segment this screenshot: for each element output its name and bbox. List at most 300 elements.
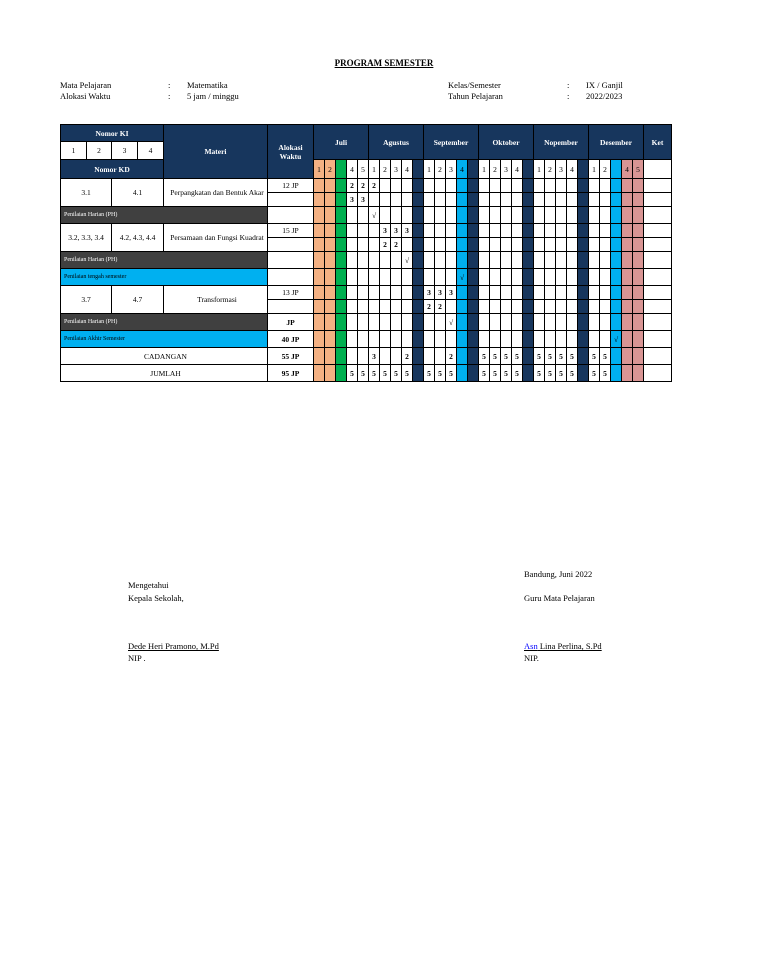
week-cell	[446, 224, 457, 238]
week-cell: 5	[534, 365, 545, 382]
week-cell	[600, 331, 611, 348]
week-cell	[523, 224, 534, 238]
week-cell: √	[369, 207, 380, 224]
row-label: Penilaian Akhir Semester	[61, 331, 268, 348]
week-cell: 2	[391, 238, 402, 252]
week-cell	[556, 331, 567, 348]
week-cell	[468, 300, 479, 314]
week-number: 3	[446, 160, 457, 179]
meta-label-time: Alokasi Waktu	[60, 91, 111, 101]
week-cell	[358, 286, 369, 300]
week-cell	[380, 331, 391, 348]
week-cell	[479, 252, 490, 269]
week-cell	[380, 193, 391, 207]
ket-cell	[644, 224, 672, 238]
week-cell	[336, 331, 347, 348]
week-cell	[457, 252, 468, 269]
week-cell	[622, 286, 633, 300]
week-cell: 5	[556, 348, 567, 365]
week-cell: 2	[402, 348, 413, 365]
week-cell	[413, 252, 424, 269]
ket-cell	[644, 365, 672, 382]
week-cell	[578, 269, 589, 286]
week-cell	[589, 300, 600, 314]
week-cell	[435, 252, 446, 269]
week-cell	[347, 348, 358, 365]
week-cell	[369, 252, 380, 269]
ket-cell	[644, 286, 672, 300]
header-materi: Materi	[164, 125, 268, 179]
header-month: Agustus	[369, 125, 424, 160]
week-cell	[534, 300, 545, 314]
week-number: 3	[501, 160, 512, 179]
week-cell	[545, 314, 556, 331]
week-cell	[325, 314, 336, 331]
meta-value-time: 5 jam / minggu	[187, 91, 239, 101]
week-cell	[336, 269, 347, 286]
week-cell	[314, 179, 325, 193]
week-cell	[314, 314, 325, 331]
week-cell	[336, 252, 347, 269]
week-cell	[545, 269, 556, 286]
week-number: 2	[325, 160, 336, 179]
week-cell	[413, 269, 424, 286]
week-number: 2	[490, 160, 501, 179]
ki-number: 1	[61, 142, 87, 160]
week-cell	[424, 193, 435, 207]
week-cell	[369, 193, 380, 207]
teacher-title: Guru Mata Pelajaran	[524, 593, 595, 603]
ket-cell	[644, 207, 672, 224]
ket-cell	[644, 300, 672, 314]
week-cell	[369, 238, 380, 252]
week-cell	[413, 365, 424, 382]
week-cell	[545, 193, 556, 207]
week-number: 3	[556, 160, 567, 179]
week-cell	[611, 193, 622, 207]
week-cell	[325, 207, 336, 224]
week-cell	[314, 300, 325, 314]
week-cell	[468, 348, 479, 365]
header-nomor-ki: Nomor KI	[61, 125, 164, 142]
week-number: 5	[358, 160, 369, 179]
week-cell	[611, 286, 622, 300]
week-number: 2	[435, 160, 446, 179]
week-cell	[589, 207, 600, 224]
week-number: 1	[424, 160, 435, 179]
week-cell	[314, 286, 325, 300]
kd4-cell: 4.2, 4.3, 4.4	[112, 224, 164, 252]
alokasi-cell: 13 JP	[268, 286, 314, 300]
meta-colon: :	[567, 80, 570, 90]
week-cell	[523, 300, 534, 314]
week-cell	[413, 224, 424, 238]
week-cell: √	[402, 252, 413, 269]
week-cell	[501, 300, 512, 314]
week-cell	[633, 365, 644, 382]
week-cell	[633, 314, 644, 331]
week-cell	[336, 238, 347, 252]
week-cell: 5	[545, 365, 556, 382]
week-cell	[347, 238, 358, 252]
week-cell	[545, 331, 556, 348]
week-cell	[501, 314, 512, 331]
week-cell	[622, 331, 633, 348]
week-cell	[380, 286, 391, 300]
kd3-cell: 3.2, 3.3, 3.4	[61, 224, 112, 252]
week-cell	[556, 252, 567, 269]
alokasi-cell	[268, 252, 314, 269]
week-cell	[633, 300, 644, 314]
week-cell	[457, 207, 468, 224]
week-cell	[589, 331, 600, 348]
week-cell	[380, 207, 391, 224]
week-cell	[600, 224, 611, 238]
week-cell	[446, 269, 457, 286]
week-number: 2	[380, 160, 391, 179]
week-cell	[622, 193, 633, 207]
week-cell: 5	[556, 365, 567, 382]
week-cell	[490, 252, 501, 269]
week-cell	[534, 269, 545, 286]
alokasi-cell	[268, 238, 314, 252]
alokasi-cell: 95 JP	[268, 365, 314, 382]
alokasi-cell	[268, 269, 314, 286]
week-cell	[633, 224, 644, 238]
week-number: 1	[479, 160, 490, 179]
week-cell	[424, 314, 435, 331]
week-cell	[490, 224, 501, 238]
week-cell: 2	[446, 348, 457, 365]
week-cell	[479, 193, 490, 207]
week-cell	[479, 238, 490, 252]
week-cell	[413, 286, 424, 300]
place-date: Bandung, Juni 2022	[524, 569, 593, 579]
week-cell	[611, 269, 622, 286]
week-cell	[523, 269, 534, 286]
week-cell	[622, 238, 633, 252]
week-cell	[534, 207, 545, 224]
week-cell	[336, 300, 347, 314]
ket-cell	[644, 348, 672, 365]
week-cell	[391, 348, 402, 365]
alokasi-cell	[268, 207, 314, 224]
week-cell	[391, 286, 402, 300]
week-cell	[369, 300, 380, 314]
week-cell	[325, 252, 336, 269]
week-cell	[380, 269, 391, 286]
week-cell	[479, 331, 490, 348]
kd3-cell: 3.1	[61, 179, 112, 207]
week-cell	[468, 238, 479, 252]
week-cell: 5	[512, 348, 523, 365]
week-cell	[578, 314, 589, 331]
week-cell	[435, 207, 446, 224]
week-cell	[457, 331, 468, 348]
week-cell	[611, 207, 622, 224]
week-cell	[358, 269, 369, 286]
week-cell	[314, 224, 325, 238]
ket-cell	[644, 238, 672, 252]
week-cell	[556, 224, 567, 238]
meta-value-subject: Matematika	[187, 80, 228, 90]
week-cell: 5	[545, 348, 556, 365]
week-cell	[380, 252, 391, 269]
header-month: Nopember	[534, 125, 589, 160]
week-cell	[435, 331, 446, 348]
week-cell	[490, 314, 501, 331]
header-month: Desember	[589, 125, 644, 160]
kd3-cell: 3.7	[61, 286, 112, 314]
week-cell	[479, 300, 490, 314]
week-cell	[523, 193, 534, 207]
week-cell: 5	[490, 348, 501, 365]
meta-label-class: Kelas/Semester	[448, 80, 501, 90]
week-cell: 5	[402, 365, 413, 382]
week-cell	[567, 238, 578, 252]
week-cell	[325, 331, 336, 348]
week-cell	[424, 238, 435, 252]
week-cell	[567, 179, 578, 193]
week-cell	[358, 331, 369, 348]
week-cell	[468, 252, 479, 269]
week-cell: √	[611, 331, 622, 348]
week-cell	[534, 224, 545, 238]
week-cell	[501, 252, 512, 269]
teacher-nip: NIP.	[524, 653, 539, 663]
alokasi-cell: JP	[268, 314, 314, 331]
week-number: 1	[534, 160, 545, 179]
week-cell	[622, 314, 633, 331]
week-cell	[622, 300, 633, 314]
week-cell	[523, 252, 534, 269]
week-cell	[347, 252, 358, 269]
materi-cell: Transformasi	[164, 286, 268, 314]
week-cell	[501, 207, 512, 224]
week-number: 3	[391, 160, 402, 179]
week-cell	[457, 224, 468, 238]
week-cell	[468, 331, 479, 348]
week-cell: 3	[391, 224, 402, 238]
week-cell	[490, 193, 501, 207]
principal-name: Dede Heri Pramono, M.Pd	[128, 641, 219, 651]
week-cell	[336, 348, 347, 365]
week-cell	[435, 193, 446, 207]
week-cell	[479, 314, 490, 331]
week-cell	[567, 331, 578, 348]
week-cell	[545, 179, 556, 193]
week-number: 4	[402, 160, 413, 179]
week-cell	[402, 314, 413, 331]
week-cell	[446, 207, 457, 224]
alokasi-cell: 40 JP	[268, 331, 314, 348]
week-cell: 2	[369, 179, 380, 193]
week-cell: 2	[380, 238, 391, 252]
week-cell	[358, 238, 369, 252]
week-cell	[523, 207, 534, 224]
week-cell	[600, 269, 611, 286]
week-cell	[611, 224, 622, 238]
week-cell	[325, 193, 336, 207]
week-cell	[446, 238, 457, 252]
header-nomor-kd: Nomor KD	[61, 160, 164, 179]
teacher-name-rest: Lina Perlina, S.Pd	[537, 641, 602, 651]
week-cell	[402, 193, 413, 207]
week-cell	[578, 252, 589, 269]
week-cell	[589, 179, 600, 193]
week-cell: 5	[567, 365, 578, 382]
week-cell	[600, 207, 611, 224]
week-cell	[424, 179, 435, 193]
week-cell	[435, 348, 446, 365]
week-cell: 5	[490, 365, 501, 382]
week-cell: 5	[369, 365, 380, 382]
week-cell	[545, 286, 556, 300]
week-cell	[600, 238, 611, 252]
header-month: Juli	[314, 125, 369, 160]
week-cell	[424, 207, 435, 224]
week-cell	[424, 224, 435, 238]
week-cell	[611, 179, 622, 193]
week-cell	[468, 286, 479, 300]
week-cell	[402, 300, 413, 314]
week-cell: 5	[479, 348, 490, 365]
week-cell	[336, 224, 347, 238]
week-cell	[600, 300, 611, 314]
week-number: 1	[314, 160, 325, 179]
week-cell	[578, 331, 589, 348]
week-cell	[556, 300, 567, 314]
week-cell	[512, 331, 523, 348]
ket-cell	[644, 193, 672, 207]
row-label: CADANGAN	[61, 348, 268, 365]
meta-right-labels	[448, 80, 503, 102]
week-cell	[501, 269, 512, 286]
week-cell	[446, 300, 457, 314]
week-cell	[534, 252, 545, 269]
week-cell	[325, 179, 336, 193]
week-cell	[611, 300, 622, 314]
week-cell	[611, 252, 622, 269]
week-cell	[336, 365, 347, 382]
week-cell	[468, 314, 479, 331]
meta-colon: :	[567, 91, 570, 101]
week-cell	[512, 300, 523, 314]
week-cell	[633, 179, 644, 193]
week-cell	[611, 314, 622, 331]
week-number: 4	[457, 160, 468, 179]
week-cell	[578, 193, 589, 207]
week-cell	[336, 179, 347, 193]
week-cell	[435, 314, 446, 331]
week-cell	[512, 314, 523, 331]
program-semester-table	[60, 124, 672, 382]
ki-number: 3	[112, 142, 138, 160]
principal-nip: NIP .	[128, 653, 146, 663]
week-cell: 5	[347, 365, 358, 382]
meta-value-year: 2022/2023	[586, 91, 623, 101]
approval-text: Mengetahui	[128, 580, 169, 590]
teacher-name-link[interactable]: Asn	[524, 641, 538, 651]
week-number: 4	[347, 160, 358, 179]
meta-right-colons	[567, 80, 569, 102]
week-cell	[523, 348, 534, 365]
week-cell	[523, 365, 534, 382]
row-label: Penilaian tengah semester	[61, 269, 268, 286]
week-cell	[567, 252, 578, 269]
week-number	[413, 160, 424, 179]
week-cell	[457, 238, 468, 252]
week-cell	[435, 224, 446, 238]
week-cell	[413, 314, 424, 331]
week-cell	[490, 286, 501, 300]
week-cell	[457, 300, 468, 314]
week-cell: 3	[446, 286, 457, 300]
week-cell: 2	[424, 300, 435, 314]
header-month: September	[424, 125, 479, 160]
week-cell	[369, 286, 380, 300]
week-cell	[457, 286, 468, 300]
week-cell	[622, 348, 633, 365]
meta-label-subject: Mata Pelajaran	[60, 80, 112, 90]
week-cell	[633, 207, 644, 224]
week-cell	[490, 269, 501, 286]
week-cell	[512, 252, 523, 269]
week-cell	[600, 286, 611, 300]
week-cell: √	[446, 314, 457, 331]
week-cell: 5	[391, 365, 402, 382]
week-cell	[457, 348, 468, 365]
week-cell	[314, 193, 325, 207]
week-cell	[501, 238, 512, 252]
week-cell	[545, 252, 556, 269]
week-cell	[633, 238, 644, 252]
week-cell	[435, 269, 446, 286]
week-cell: 3	[435, 286, 446, 300]
week-cell: √	[457, 269, 468, 286]
week-cell	[336, 286, 347, 300]
week-cell	[369, 224, 380, 238]
week-cell	[435, 238, 446, 252]
teacher-name	[524, 641, 602, 652]
week-cell: 5	[501, 348, 512, 365]
week-cell	[369, 269, 380, 286]
week-cell	[556, 286, 567, 300]
week-cell: 5	[446, 365, 457, 382]
week-cell	[347, 207, 358, 224]
week-cell	[567, 269, 578, 286]
week-cell	[600, 314, 611, 331]
week-cell	[358, 207, 369, 224]
week-cell: 3	[424, 286, 435, 300]
week-cell	[534, 286, 545, 300]
week-number	[468, 160, 479, 179]
header-ket: Ket	[644, 125, 672, 160]
week-cell	[314, 252, 325, 269]
week-cell	[611, 238, 622, 252]
week-cell	[578, 224, 589, 238]
week-cell	[567, 224, 578, 238]
week-cell	[325, 365, 336, 382]
week-cell: 5	[589, 365, 600, 382]
week-cell	[633, 193, 644, 207]
week-cell	[380, 314, 391, 331]
week-cell	[567, 286, 578, 300]
ki-number: 2	[87, 142, 112, 160]
week-cell	[578, 238, 589, 252]
week-cell	[622, 269, 633, 286]
week-cell: 5	[435, 365, 446, 382]
